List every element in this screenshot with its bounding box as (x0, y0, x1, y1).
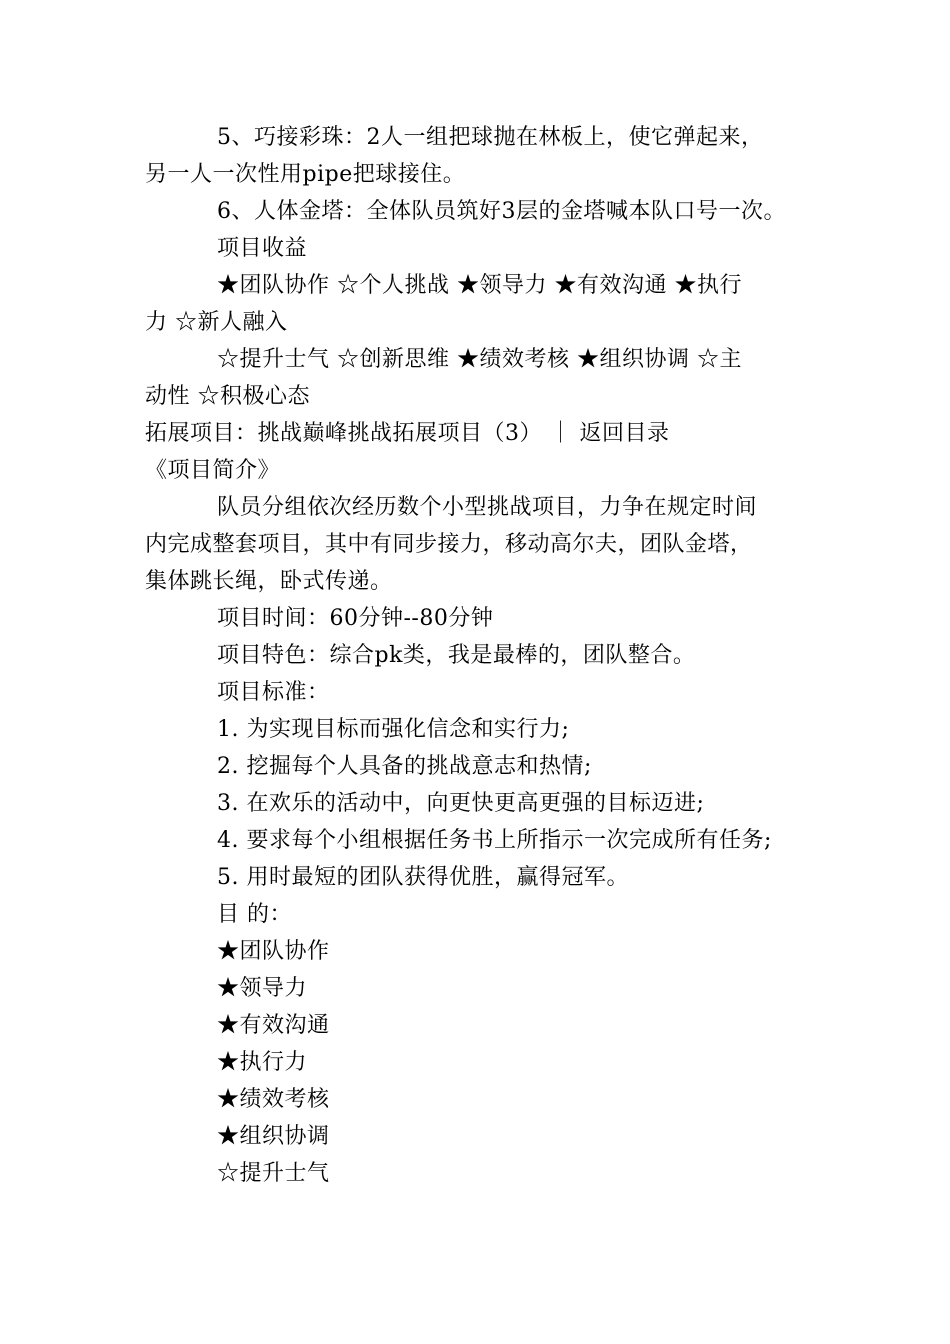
text-line: 项目时间：60分钟--80分钟 (217, 606, 494, 631)
text-line: 动性 ☆积极心态 (145, 384, 310, 409)
section-heading: 项目收益 (217, 236, 308, 261)
text-line: 集体跳长绳，卧式传递。 (145, 569, 393, 594)
list-item: ★团队协作 (217, 939, 330, 964)
text-line: 内完成整套项目，其中有同步接力，移动高尔夫，团队金塔， (145, 532, 753, 557)
text-line: 项目特色：综合pk类，我是最棒的，团队整合。 (217, 643, 696, 668)
text-line: ☆提升士气 ☆创新思维 ★绩效考核 ★组织协调 ☆主 (217, 347, 742, 372)
text-line: 6、人体金塔：全体队员筑好3层的金塔喊本队口号一次。 (217, 199, 786, 224)
list-item: 4. 要求每个小组根据任务书上所指示一次完成所有任务; (217, 828, 772, 853)
list-item: 5. 用时最短的团队获得优胜，赢得冠军。 (217, 865, 629, 890)
list-item: ★绩效考核 (217, 1087, 330, 1112)
list-item: 1. 为实现目标而强化信念和实行力; (217, 717, 570, 742)
text-line: 另一人一次性用pipe把球接住。 (145, 162, 466, 187)
list-item: 3. 在欢乐的活动中，向更快更高更强的目标迈进; (217, 791, 705, 816)
list-item: ★执行力 (217, 1050, 308, 1075)
section-heading: 项目标准： (217, 680, 330, 705)
list-item: 2. 挖掘每个人具备的挑战意志和热情; (217, 754, 592, 779)
text-line: 5、巧接彩珠：2人一组把球抛在林板上，使它弹起来， (217, 125, 764, 150)
section-heading: 目 的： (217, 902, 292, 927)
list-item: ★领导力 (217, 976, 308, 1001)
list-item: ★组织协调 (217, 1124, 330, 1149)
section-title: 拓展项目：挑战巅峰挑战拓展项目（3） ｜ 返回目录 (145, 421, 670, 446)
list-item: ★有效沟通 (217, 1013, 330, 1038)
text-line: ★团队协作 ☆个人挑战 ★领导力 ★有效沟通 ★执行 (217, 273, 742, 298)
section-heading: 《项目简介》 (145, 458, 281, 483)
list-item: ☆提升士气 (217, 1161, 330, 1186)
text-line: 队员分组依次经历数个小型挑战项目，力争在规定时间 (217, 495, 758, 520)
text-line: 力 ☆新人融入 (145, 310, 288, 335)
